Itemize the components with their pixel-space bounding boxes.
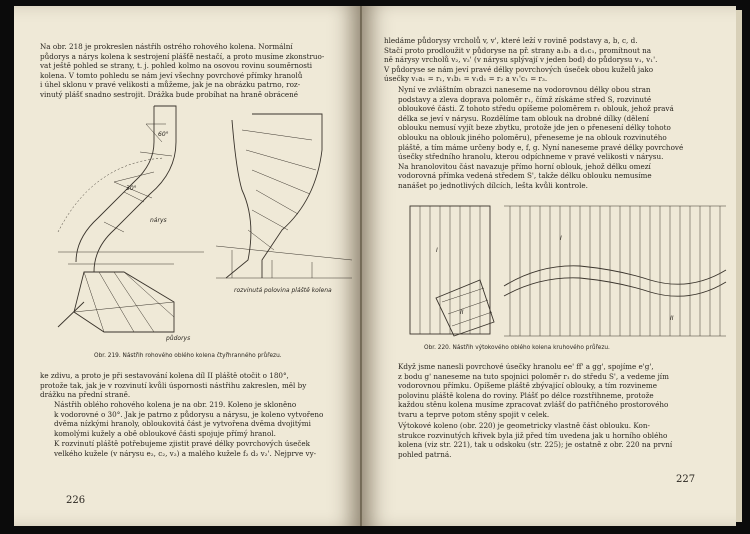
page-number-left: 226 — [66, 495, 86, 506]
angle-label-60: 60° — [158, 131, 169, 138]
figure-219-development — [212, 110, 360, 310]
figure-219-caption: Obr. 219. Nástřih rohového oblého kolena čtyřhranného průřezu. — [94, 353, 282, 359]
left-paragraph-3: Nástřih oblého rohového kolena je na obr. 219. Koleno je skloněno k vodorovné o 30°. Jak je patrno z půdorysu a nárysu, je koleno vytvořeno dvěma nízkými hranoly, obloukovitá část je vytvořena dvěma dvojitými komolými kužely a obě obloukové části spojuje přímý hranol. — [54, 400, 324, 438]
figure-220-elevation — [406, 202, 502, 340]
figure-220-development — [500, 200, 730, 342]
right-paragraph-4: Výtokové koleno (obr. 220) je geometricky vlastně část oblouku. Kon- strukce rozvinutých křivek byla již před tím uvedena jak u horního oblého kolena (viz str. 221), tak u odskoku (str. 225); je ostatně z obr. 220 na první pohled patrná. — [398, 421, 673, 459]
right-paragraph-3: Když jsme nanesli povrchové úsečky hranolu ee' ff' a gg', spojíme e'g', z bodu g' naneseme na tuto spojnici poloměr r₁ do středu S', a vedeme jím vodorovnou přímku. Opíšeme pláště zbývající oblouky, a tím rozvineme polovinu pláště kolena do roviny. Plášť po délce rozstřihneme, protože každou stěnu kolena musíme zpracovat zvlášť do patřičného prostorového tvaru a teprve potom stěny spojit v celek. — [398, 362, 669, 419]
right-paragraph-1: hledáme půdorysy vrcholů v, v', které leží v rovině podstavy a, b, c, d. Stačí proto prodloužit v půdoryse na př. strany a₁b₁ a d₁c₁, promítnout na ně nárysy vrcholů v₂, v₂' (v nárysu splývají v jeden bod) do půdorysu v₁, v₁'. V půdoryse se nám jeví pravé délky povrchových úseček obou kuželů jako úsečky v₁a₁ = r₁, v₁b₁ = v₁d₁ = r₂ a v₁'c₁ = r₃. — [384, 36, 658, 84]
left-paragraph-4: K rozvinutí pláště potřebujeme zjistit pravé délky povrchových úseček velkého kužele (v nárysu e₂, c₂, v₂) a malého kužele f₂ d₂ v₂'. Nejprve vy- — [54, 439, 317, 458]
left-paragraph-1: Na obr. 218 je prokreslen nástřih ostrého rohového kolena. Normální půdorys a nárys kolena k sestrojení plášťě nestačí, a proto musíme zkonstruo- vat ještě pohled se strany, t. j. pohled kolmo na osovou rovinu souměrnosti kolena. V tomto pohledu se nám jeví všechny povrchové přímky hranolů i úhel sklonu v pravé velikosti a můžeme, jak je na obrázku patrno, roz- vinutý plášť snadno sestrojit. Drážka bude probíhat na hraně obrácené — [40, 42, 325, 99]
label-part-i-left: I — [436, 247, 438, 254]
left-page — [14, 6, 360, 526]
page-edges — [736, 10, 742, 522]
figure-219-drawing — [54, 102, 234, 342]
label-development: rozvinutá polovina pláště kolena — [234, 287, 332, 294]
page-number-right: 227 — [676, 474, 696, 485]
label-part-i-right: I — [560, 235, 562, 242]
angle-label-30: 30° — [126, 185, 137, 192]
label-part-ii-left: II — [460, 309, 464, 316]
right-paragraph-2: Nyní ve zvláštním obrazci naneseme na vodorovnou délky obou stran podstavy a zleva doprava poloměr r₁, čímž získáme střed S, rozvinuté obloukové části. Z tohoto středu opíšeme poloměrem r₁ oblouk, jehož pravá délka se jeví v nárysu. Rozdělíme tam oblouk na drobné dílky (dělení oblouku nemusí vyjít beze zbytku, protože jde jen o přenesení délky tohoto oblouku na oblouk jiného poloměru), přeneseme je na oblouk rozvinutého pláště, a tím máme určeny body e, f, g. Nyní naneseme pravé délky povrchové úsečky středního hranolu, kterou odpíchneme v pravé velikosti v nárysu. Na hranolovitou část navazuje přímo horní oblouk, jehož délku omezí vodorovná přímka vedená středem S', takže délku oblouku nemusíme nanášet po jednotlivých dílcích, lešta kvůli kontrole. — [398, 85, 684, 190]
left-paragraph-2: ke zdivu, a proto je při sestavování kolena díl II pláště otočit o 180°, protože tak, jak je v rozvinutí kvůli úspornosti nástřihu zakreslen, měl by drážku na přední straně. — [40, 371, 307, 400]
label-part-ii-right: II — [670, 315, 674, 322]
label-narys: nárys — [150, 217, 167, 224]
right-page — [362, 6, 736, 526]
label-pudorys: půdorys — [166, 335, 191, 342]
figure-220-caption: Obr. 220. Nástřih výtokového oblého kolena kruhového průřezu. — [424, 345, 610, 351]
